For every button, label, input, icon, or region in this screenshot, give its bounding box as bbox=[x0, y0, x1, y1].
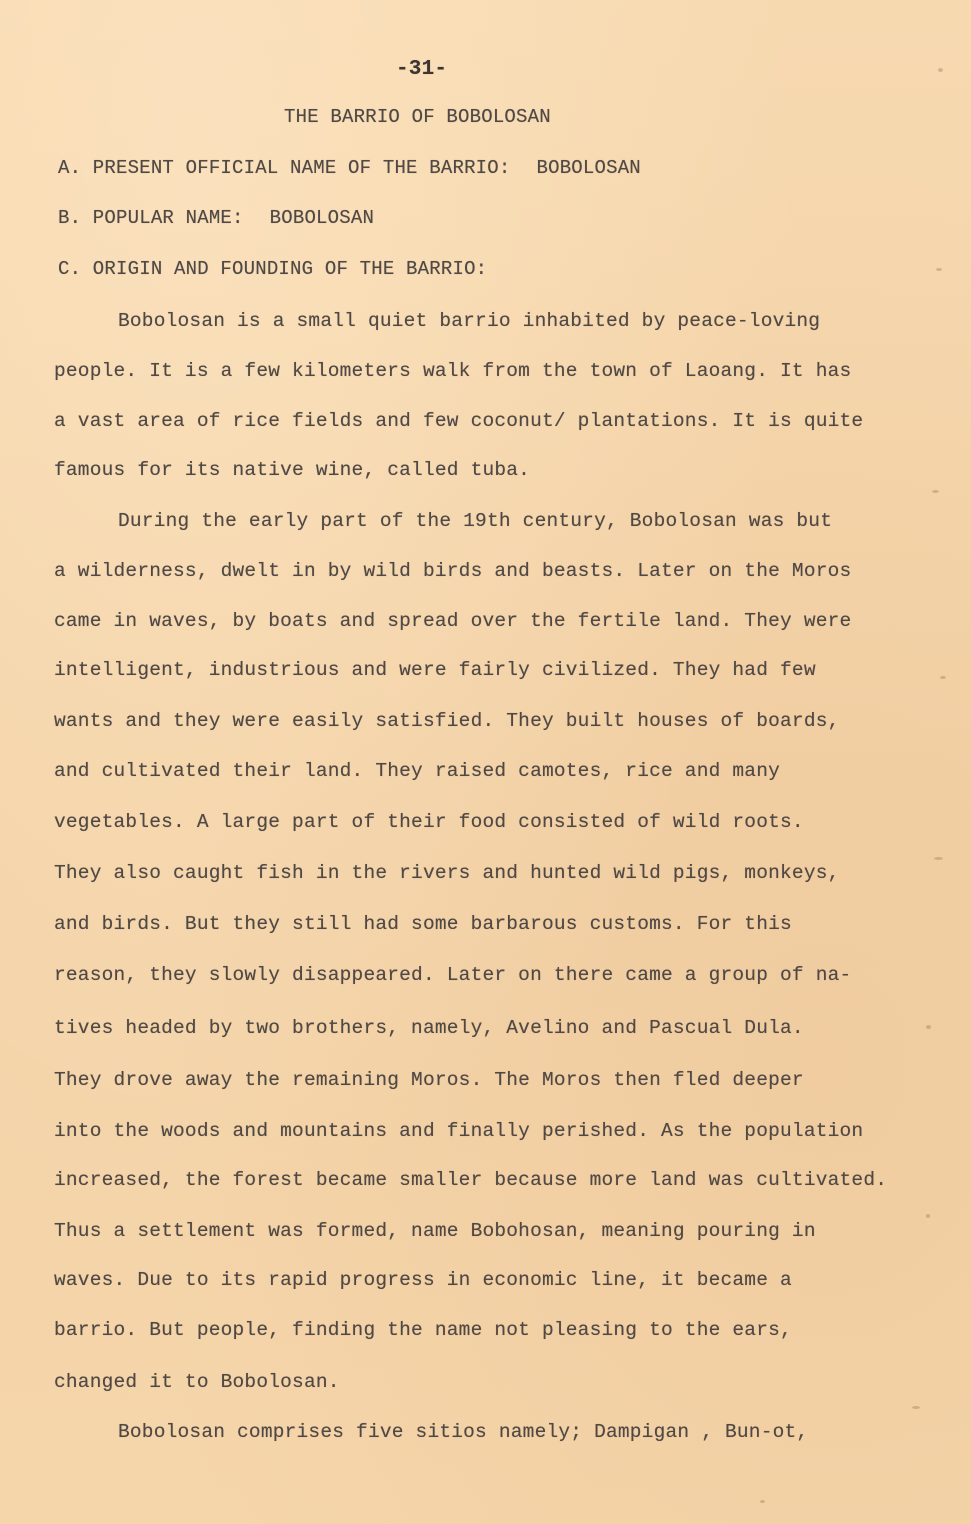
section-b-label: B. POPULAR NAME: bbox=[58, 207, 244, 229]
paper-speck bbox=[926, 1025, 931, 1029]
paper-speck bbox=[760, 1500, 765, 1503]
section-a-label: A. PRESENT OFFICIAL NAME OF THE BARRIO: bbox=[58, 157, 511, 179]
body-line: During the early part of the 19th century, Bobolosan was but bbox=[118, 510, 833, 532]
body-line: wants and they were easily satisfied. They built houses of boards, bbox=[54, 710, 840, 732]
section-b-heading bbox=[58, 207, 374, 229]
body-line: a wilderness, dwelt in by wild birds and beasts. Later on the Moros bbox=[54, 560, 852, 582]
section-c-heading bbox=[58, 258, 487, 280]
body-line: They drove away the remaining Moros. The Moros then fled deeper bbox=[54, 1069, 804, 1091]
body-line: Bobolosan is a small quiet barrio inhabited by peace-loving bbox=[118, 310, 821, 332]
body-line: into the woods and mountains and finally perished. As the population bbox=[54, 1120, 864, 1142]
document-title: THE BARRIO OF BOBOLOSAN bbox=[284, 106, 551, 128]
body-line: a vast area of rice fields and few coconut/ plantations. It is quite bbox=[54, 410, 864, 432]
body-line: They also caught fish in the rivers and hunted wild pigs, monkeys, bbox=[54, 862, 840, 884]
body-line: came in waves, by boats and spread over the fertile land. They were bbox=[54, 610, 852, 632]
body-line: intelligent, industrious and were fairly civilized. They had few bbox=[54, 659, 816, 681]
paper-speck bbox=[932, 490, 939, 493]
paper-speck bbox=[934, 857, 943, 860]
body-line: and birds. But they still had some barbarous customs. For this bbox=[54, 913, 792, 935]
body-line: changed it to Bobolosan. bbox=[54, 1371, 340, 1393]
paper-speck bbox=[926, 1214, 930, 1218]
section-b-value: BOBOLOSAN bbox=[269, 207, 375, 229]
body-line: Bobolosan comprises five sitios namely; Dampigan , Bun-ot, bbox=[118, 1421, 809, 1443]
body-line: reason, they slowly disappeared. Later on there came a group of na- bbox=[54, 964, 852, 986]
section-c-label: C. ORIGIN AND FOUNDING OF THE BARRIO: bbox=[58, 258, 488, 280]
body-line: people. It is a few kilometers walk from the town of Laoang. It has bbox=[54, 360, 852, 382]
body-line: vegetables. A large part of their food consisted of wild roots. bbox=[54, 811, 804, 833]
body-line: famous for its native wine, called tuba. bbox=[54, 459, 531, 481]
page-number: -31- bbox=[396, 58, 448, 81]
body-line: increased, the forest became smaller because more land was cultivated. bbox=[54, 1169, 888, 1191]
paper-speck bbox=[938, 68, 943, 72]
body-line: waves. Due to its rapid progress in economic line, it became a bbox=[54, 1269, 792, 1291]
section-a-value: BOBOLOSAN bbox=[536, 157, 641, 179]
section-a-heading bbox=[58, 157, 641, 179]
paper-speck bbox=[940, 676, 946, 679]
paper-speck bbox=[936, 268, 942, 271]
paper-speck bbox=[912, 1406, 920, 1409]
body-line: barrio. But people, finding the name not pleasing to the ears, bbox=[54, 1319, 792, 1341]
body-line: tives headed by two brothers, namely, Avelino and Pascual Dula. bbox=[54, 1017, 804, 1039]
body-line: Thus a settlement was formed, name Bobohosan, meaning pouring in bbox=[54, 1220, 816, 1242]
body-line: and cultivated their land. They raised camotes, rice and many bbox=[54, 760, 781, 782]
